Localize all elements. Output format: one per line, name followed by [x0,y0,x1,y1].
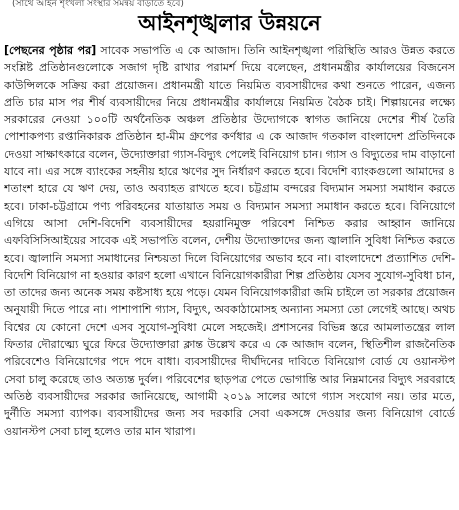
article-body [4,42,455,508]
top-cutoff-line: (সাথে আইন শৃংখলা সংস্থার সমন্বয় বাড়াতে হবে) [12,0,184,9]
continuation-label: [পেছনের পৃষ্ঠার পর] [4,44,97,57]
article-body-text: সাবেক সভাপতি এ কে আজাদ। তিনি আইনশৃঙ্খলা পরিস্থিতি আরও উন্নত করতে সংশ্লিষ্ট প্রতিষ্ঠানগুলোকে সজাগ দৃষ্টি রাখার পরামর্শ দিয়ে বলেছেন, প্রধানমন্ত্রীর কার্যালয়ের বিজনেস কাউন্সিলকে সক্রিয় করা প্রয়োজন। প্রধানমন্ত্রী যাতে নিয়মিত ব্যবসায়ীদের কথা শুনতে পারেন, এজন্য প্রতি চার মাস পর শীর্ষ ব্যবসায়ীদের নিয়ে প্রধানমন্ত্রীর কার্যালয়ে নিয়মিত বৈঠক চাই। শিল্পায়নের লক্ষ্যে সরকারের নেওয়া ১০০টি অর্থনৈতিক অঞ্চল প্রতিষ্ঠার উদ্যোগকে স্বাগত জানিয়ে দেশের শীর্ষ তৈরি পোশাকপণ্য রপ্তানিকারক প্রতিষ্ঠান হা-মীম গ্রুপের কর্ণধার এ কে আজাদ গতকাল বাংলাদেশ প্রতিদিনকে দেওয়া সাক্ষাৎকারে বলেন, উদ্যোক্তারা গ্যাস-বিদ্যুৎ পেলেই বিনিয়োগ চান। গ্যাস ও বিদ্যুতের দাম বাড়ানো যাবে না। এর সঙ্গে ব্যাংকের সহনীয় হারে ঋণের সুদ নির্ধারণ করতে হবে। বিদেশি ব্যাংকগুলো আমাদের ৪ শতাংশ হারে যে ঋণ দেয়, তাও অব্যাহত রাখতে হবে। চট্টগ্রাম বন্দরের বিদ্যমান সমস্যা সমাধান করতে হবে। ঢাকা-চট্টগ্রামে পণ্য পরিবহনের যাতায়াত সময় ও বিদ্যমান সমস্যা সমাধান করতে হবে। বিনিয়োগে এগিয়ে আসা দেশি-বিদেশি ব্যবসায়ীদের হয়রানিমুক্ত পরিবেশ নিশ্চিত করার আহ্বান জানিয়ে এফবিসিসিআইয়ের সাবেক এই সভাপতি বলেন, দেশীয় উদ্যোক্তাদের জন্য জ্বালানি সুবিধা নিশ্চিত করতে হবে। জ্বালানি সমস্যা সমাধানের নিশ্চয়তা দিলে বিনিয়োগের অভাব হবে না। বাংলাদেশে প্রত্যাশিত দেশি-বিদেশি বিনিয়োগ না হওয়ার কারণ হলো এখানে বিনিয়োগকারীরা শিল্প প্রতিষ্ঠায় যেসব সুযোগ-সুবিধা চান, তা তাদের জন্য অনেক সময় কষ্টসাধ্য হয়ে পড়ে। যেমন বিনিয়োগকারীরা জমি চাইলে তা সরকার প্রয়োজন অনুযায়ী দিতে পারে না। পাশাপাশি গ্যাস, বিদ্যুৎ, অবকাঠামোসহ অন্যান্য সমস্যা তো লেগেই আছে। অথচ বিশ্বের যে কোনো দেশে এসব সুযোগ-সুবিধা মেলে সহজেই। প্রশাসনের বিভিন্ন স্তরে আমলাতন্ত্রের লাল ফিতার দৌরাত্ম্যে ঘুরে ফিরে উদ্যোক্তারা ক্লান্ত উল্লেখ করে এ কে আজাদ বলেন, স্থিতিশীল রাজনৈতিক পরিবেশেও বিনিয়োগের পদে পদে বাধা। ব্যবসায়ীদের দীর্ঘদিনের দাবিতে বিনিয়োগ বোর্ড যে ওয়ানস্টপ সেবা চালু করেছে তাও অত্যন্ত দুর্বল। পরিবেশের ছাড়পত্র পেতে ভোগান্তি আর নিম্নমানের বিদ্যুৎ সরবরাহে অতিষ্ঠ ব্যবসায়ীদের সরকার জানিয়েছে, আগামী ২০১৯ সালের আগে গ্যাস সংযোগ নয়। তার মতে, দুর্নীতি সমস্যা ব্যাপক। ব্যবসায়ীদের জন্য সব দরকারি সেবা একসঙ্গে দেওয়ার জন্য বিনিয়োগ বোর্ডে ওয়ানস্টপ সেবা চালু হলেও তার মান খারাপ। [4,44,455,438]
headline: আইনশৃঙ্খলার উন্নয়নে [138,11,321,35]
